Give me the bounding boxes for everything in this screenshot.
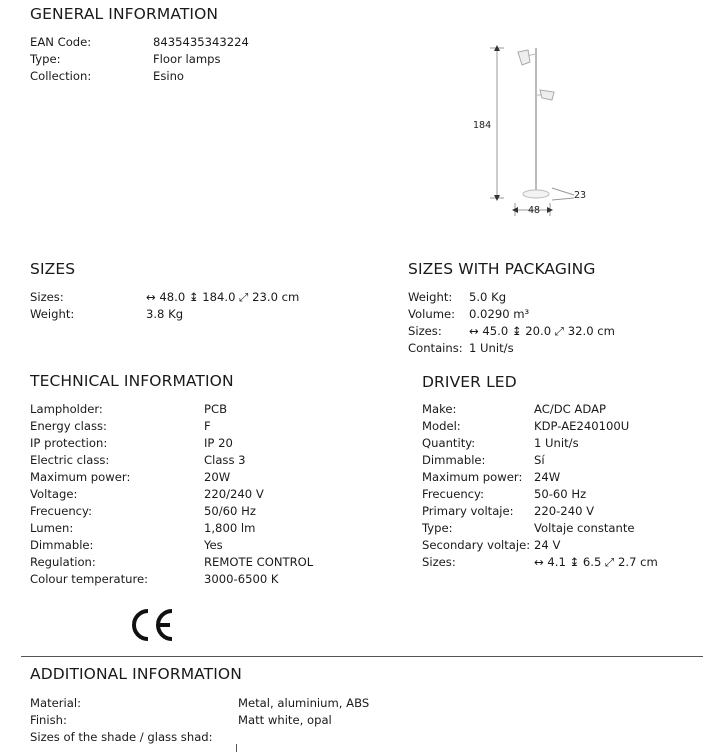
row-label: Weight:: [408, 290, 453, 304]
row-label: Electric class:: [30, 453, 110, 467]
row-label: Make:: [422, 402, 457, 416]
row-value: 8435435343224: [153, 35, 249, 49]
row-value: F: [204, 419, 211, 433]
row-label: Maximum power:: [422, 470, 523, 484]
row-label: Sizes of the shade / glass shad:: [30, 730, 213, 744]
ce-mark-icon: [128, 606, 176, 644]
row-label: Volume:: [408, 307, 456, 321]
row-value: 3000-6500 K: [204, 572, 279, 586]
row-label: Lumen:: [30, 521, 74, 535]
row-value: Yes: [204, 538, 223, 552]
vertical-divider: [236, 744, 237, 752]
row-value: 1 Unit/s: [469, 341, 514, 355]
row-label: Type:: [30, 52, 61, 66]
row-label: Collection:: [30, 69, 92, 83]
row-value: Sí: [534, 453, 545, 467]
width-dimension-label: 48: [528, 205, 541, 216]
row-value: 220/240 V: [204, 487, 264, 501]
row-value: Metal, aluminium, ABS: [238, 696, 370, 710]
row-value: 5.0 Kg: [469, 290, 507, 304]
row-value: 3.8 Kg: [146, 307, 184, 321]
row-label: Sizes:: [422, 555, 456, 569]
packaging-title: SIZES WITH PACKAGING: [408, 260, 596, 278]
row-value: 220-240 V: [534, 504, 595, 518]
row-label: Model:: [422, 419, 461, 433]
row-label: Secondary voltaje:: [422, 538, 531, 552]
row-label: Sizes:: [30, 290, 64, 304]
row-value: 0.0290 m³: [469, 307, 530, 321]
row-value: AC/DC ADAP: [534, 402, 607, 416]
technical-title: TECHNICAL INFORMATION: [30, 372, 234, 390]
row-label: Maximum power:: [30, 470, 131, 484]
row-label: Voltage:: [30, 487, 78, 501]
row-label: IP protection:: [30, 436, 108, 450]
row-label: Weight:: [30, 307, 75, 321]
row-label: Lampholder:: [30, 402, 103, 416]
row-value: 24 V: [534, 538, 561, 552]
additional-title: ADDITIONAL INFORMATION: [30, 665, 242, 683]
row-label: Regulation:: [30, 555, 96, 569]
row-label: Frecuency:: [30, 504, 92, 518]
row-value: 1,800 lm: [204, 521, 256, 535]
lamp-dimension-drawing: [470, 40, 590, 220]
height-dimension-label: 184: [473, 120, 492, 131]
row-label: Frecuency:: [422, 487, 484, 501]
row-value: 50-60 Hz: [534, 487, 587, 501]
row-value: PCB: [204, 402, 228, 416]
row-value: Class 3: [204, 453, 246, 467]
row-label: Contains:: [408, 341, 463, 355]
row-label: Dimmable:: [30, 538, 94, 552]
row-value: 50/60 Hz: [204, 504, 256, 518]
row-label: Type:: [422, 521, 453, 535]
depth-dimension-label: 23: [574, 190, 587, 201]
row-value: 1 Unit/s: [534, 436, 579, 450]
row-label: Primary voltaje:: [422, 504, 514, 518]
driver-title: DRIVER LED: [422, 373, 517, 391]
row-label: Dimmable:: [422, 453, 486, 467]
sizes-title: SIZES: [30, 260, 76, 278]
row-label: EAN Code:: [30, 35, 92, 49]
row-value: Voltaje constante: [534, 521, 635, 535]
row-label: Material:: [30, 696, 82, 710]
row-value: Matt white, opal: [238, 713, 332, 727]
row-label: Sizes:: [408, 324, 442, 338]
row-label: Quantity:: [422, 436, 476, 450]
row-value: Esino: [153, 69, 185, 83]
section-divider: [21, 656, 703, 657]
row-value: ↔ 48.0 ↨ 184.0 ⤢ 23.0 cm: [146, 290, 300, 304]
row-value: REMOTE CONTROL: [204, 555, 314, 569]
row-value: ↔ 4.1 ↨ 6.5 ⤢ 2.7 cm: [534, 555, 658, 569]
row-value: KDP-AE240100U: [534, 419, 630, 433]
row-value: 24W: [534, 470, 561, 484]
general-title: GENERAL INFORMATION: [30, 5, 219, 23]
row-label: Colour temperature:: [30, 572, 149, 586]
row-label: Finish:: [30, 713, 67, 727]
row-value: ↔ 45.0 ↨ 20.0 ⤢ 32.0 cm: [469, 324, 615, 338]
row-value: Floor lamps: [153, 52, 221, 66]
row-value: 20W: [204, 470, 231, 484]
row-label: Energy class:: [30, 419, 107, 433]
row-value: IP 20: [204, 436, 233, 450]
